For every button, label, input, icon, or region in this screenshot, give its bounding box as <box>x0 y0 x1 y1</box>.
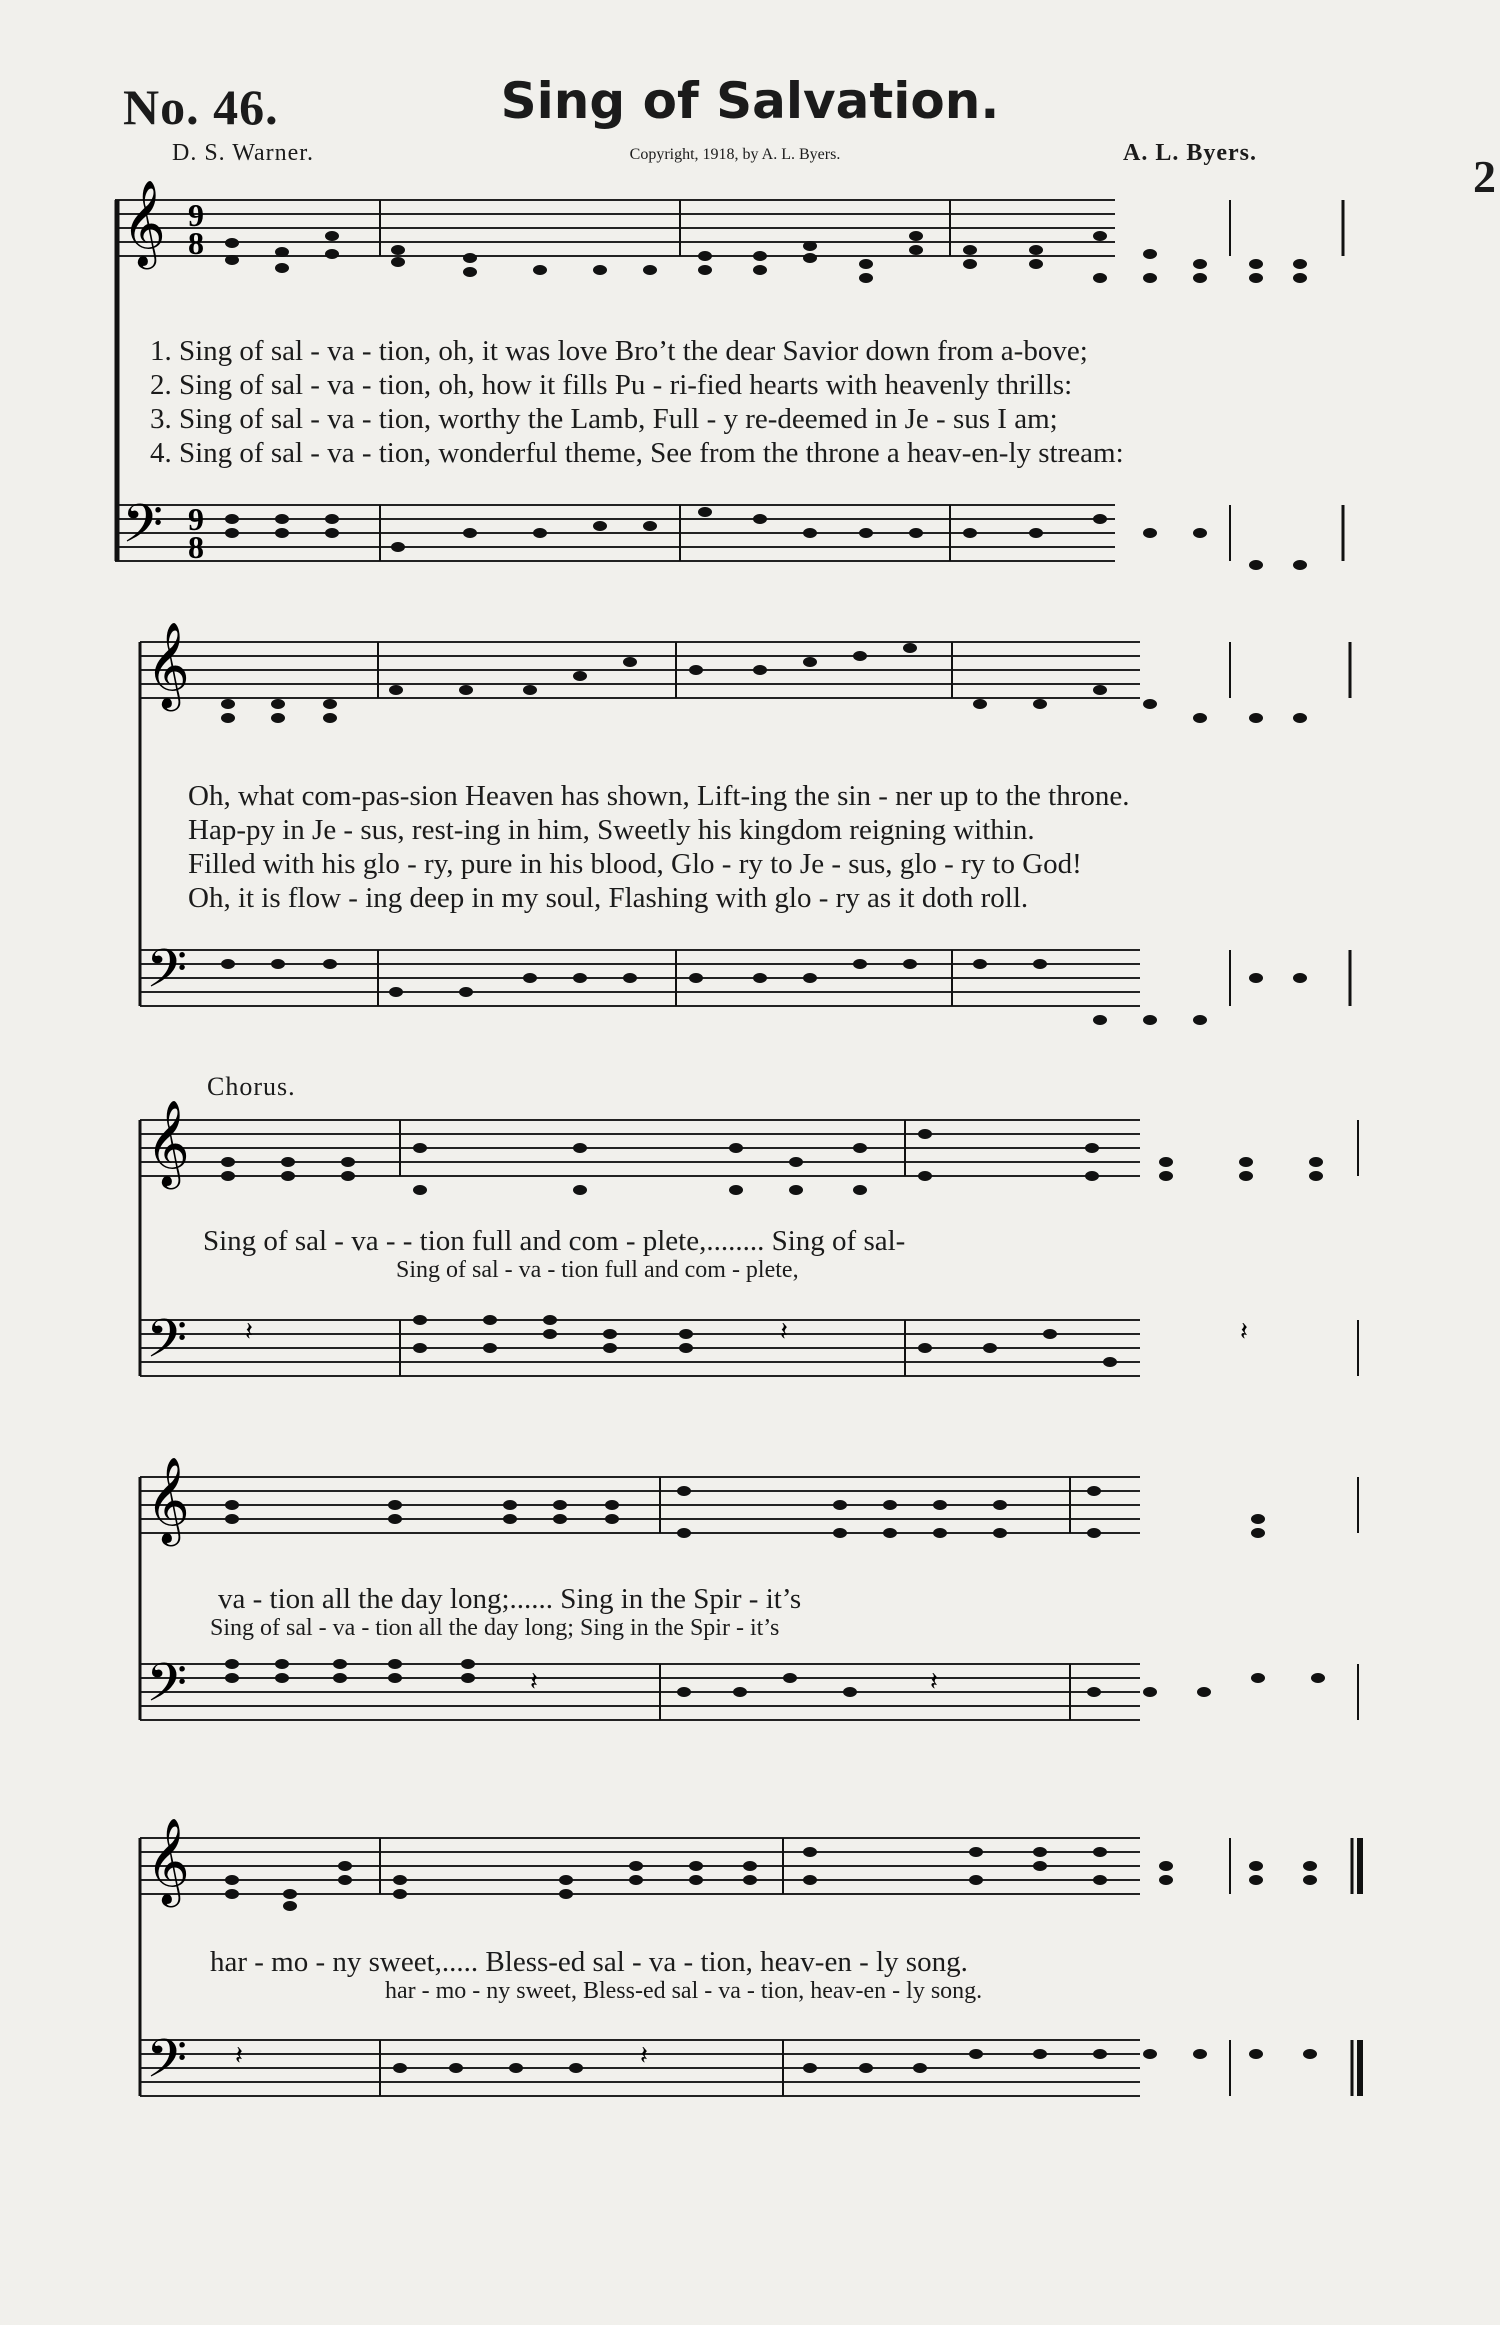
svg-text:𝄢: 𝄢 <box>146 1654 188 1725</box>
time-signature-bottom: 8 <box>188 225 204 261</box>
verse-3-line-2: Filled with his glo - ry, pure in his blood, Glo - ry to Je - sus, glo - ry to God! <box>188 848 1082 880</box>
chorus-line-1-upper: Sing of sal - va - - tion full and com - plete,........ Sing of sal- <box>203 1225 906 1257</box>
svg-text:𝄽: 𝄽 <box>640 2041 648 2070</box>
bass-time-signature-top: 9 <box>188 501 204 537</box>
bass-clef: 𝄢 <box>122 495 164 566</box>
svg-text:𝄽: 𝄽 <box>530 1667 538 1696</box>
verse-4-line-2: Oh, it is flow - ing deep in my soul, Flashing with glo - ry as it doth roll. <box>188 882 1029 914</box>
svg-text:𝄽: 𝄽 <box>235 2041 243 2070</box>
page-edge-mark: 2 <box>1473 151 1496 202</box>
verse-4-line-1: 4. Sing of sal - va - tion, wonderful theme, See from the throne a heav-en-ly stream: <box>150 437 1124 469</box>
treble-staff <box>140 1120 1140 1176</box>
chorus-line-2-upper: va - tion all the day long;...... Sing in the Spir - it’s <box>218 1583 802 1615</box>
chorus-label: Chorus. <box>207 1072 296 1101</box>
svg-text:𝄞: 𝄞 <box>146 1103 190 1185</box>
hymn-title: Sing of Salvation. <box>500 72 1000 130</box>
bass-time-signature-bottom: 8 <box>188 529 204 565</box>
lyricist: D. S. Warner. <box>172 140 314 166</box>
svg-text:𝄞: 𝄞 <box>146 1821 190 1903</box>
verse-1-line-1: 1. Sing of sal - va - tion, oh, it was love Bro’t the dear Savior down from a-bove; <box>150 335 1088 367</box>
chorus-line-3-upper: har - mo - ny sweet,..... Bless-ed sal - va - tion, heav-en - ly song. <box>210 1946 968 1978</box>
svg-text:𝄽: 𝄽 <box>930 1667 938 1696</box>
svg-text:𝄞: 𝄞 <box>146 1460 190 1542</box>
svg-text:𝄢: 𝄢 <box>146 940 188 1011</box>
verse-2-line-2: Hap-py in Je - sus, rest-ing in him, Sweetly his kingdom reigning within. <box>188 814 1035 846</box>
copyright-notice: Copyright, 1918, by A. L. Byers. <box>629 146 841 163</box>
time-signature-top: 9 <box>188 197 204 233</box>
bass-staff <box>140 950 1140 1006</box>
svg-text:𝄽: 𝄽 <box>1240 1317 1248 1346</box>
hymn-number: No. 46. <box>123 79 279 135</box>
svg-text:𝄢: 𝄢 <box>146 1310 188 1381</box>
treble-staff <box>140 1477 1140 1533</box>
svg-text:𝄞: 𝄞 <box>146 625 190 707</box>
verse-1-line-2: Oh, what com-pas-sion Heaven has shown, Lift-ing the sin - ner up to the throne. <box>188 780 1130 812</box>
composer: A. L. Byers. <box>1123 140 1257 166</box>
svg-text:𝄢: 𝄢 <box>146 2030 188 2101</box>
bass-staff <box>140 1664 1140 1720</box>
treble-staff <box>140 642 1140 698</box>
verse-3-line-1: 3. Sing of sal - va - tion, worthy the Lamb, Full - y re-deemed in Je - sus I am; <box>150 403 1058 435</box>
svg-text:𝄽: 𝄽 <box>245 1317 253 1346</box>
treble-clef: 𝄞 <box>122 183 166 265</box>
svg-text:𝄽: 𝄽 <box>780 1317 788 1346</box>
chorus-line-1-lower: Sing of sal - va - tion full and com - plete, <box>396 1257 799 1283</box>
chorus-line-3-lower: har - mo - ny sweet, Bless-ed sal - va - tion, heav-en - ly song. <box>385 1978 983 2004</box>
verse-2-line-1: 2. Sing of sal - va - tion, oh, how it fills Pu - ri-fied hearts with heavenly thrills: <box>150 369 1073 401</box>
chorus-line-2-lower: Sing of sal - va - tion all the day long; Sing in the Spir - it’s <box>210 1615 780 1641</box>
